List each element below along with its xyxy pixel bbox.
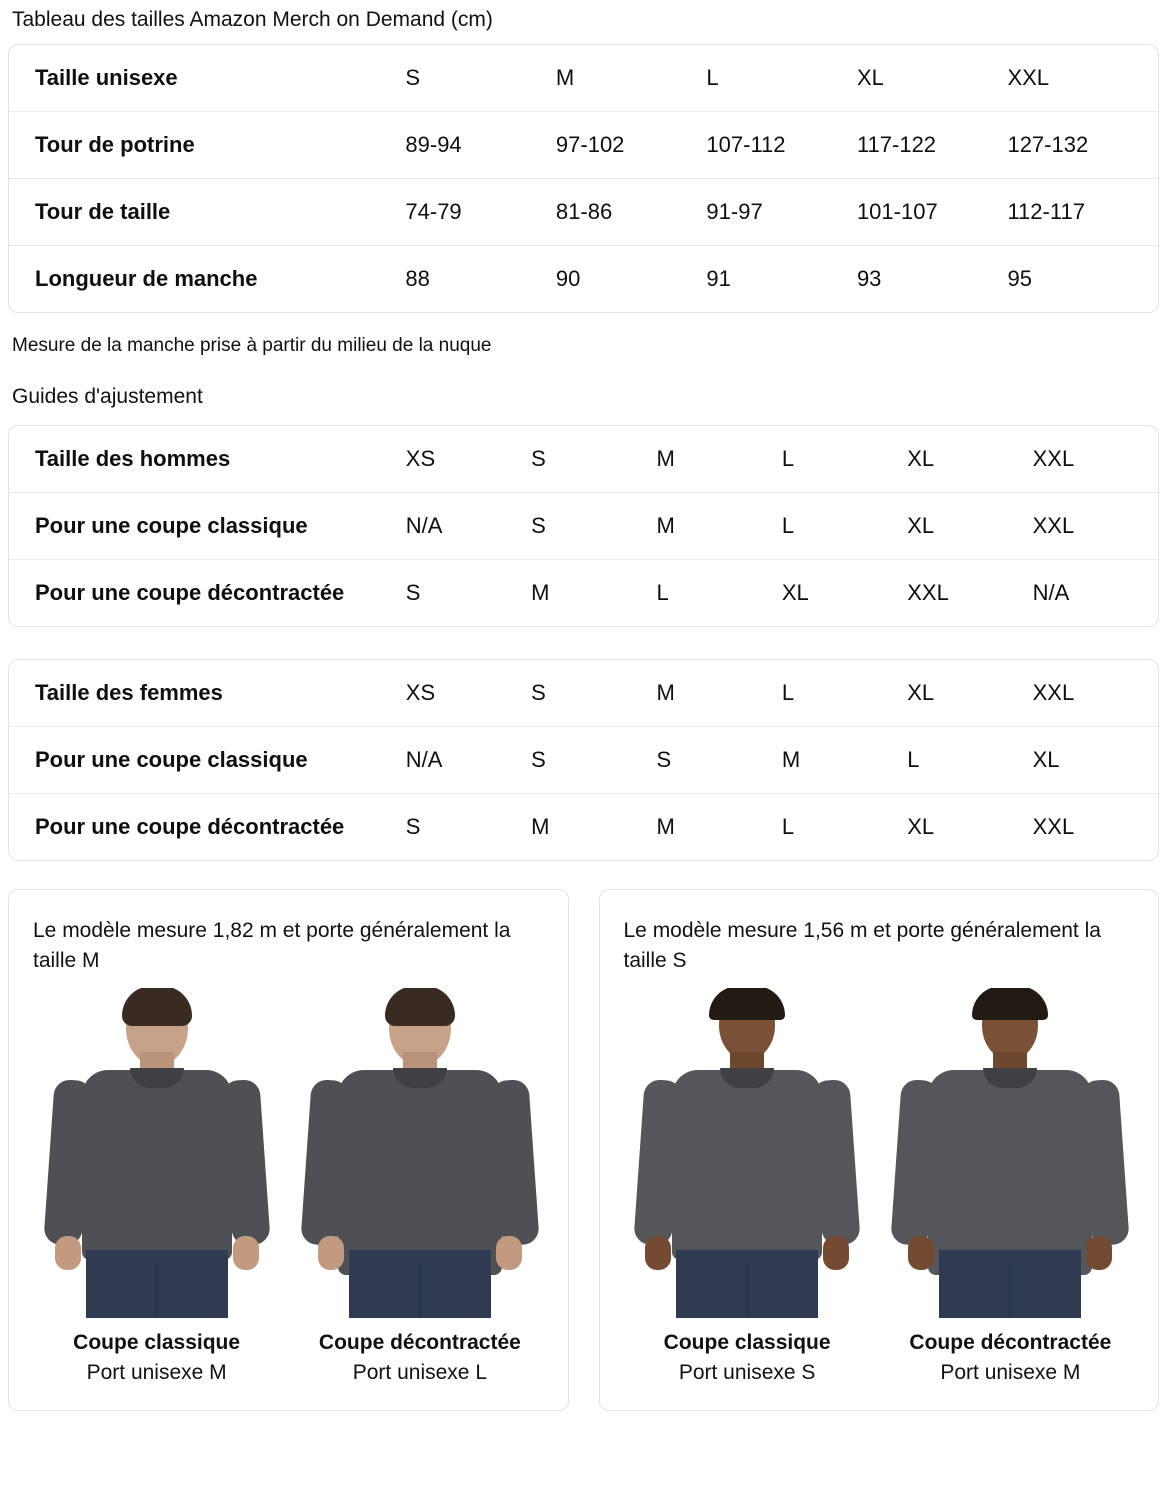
unisex-size-table-wrapper [8,44,1159,319]
cell: 93 [856,266,882,291]
cell: L [781,814,795,839]
cell: XL [907,660,1032,727]
cell: XL [907,814,935,839]
sleeve-measurement-note: Mesure de la manche prise à partir du milieu de la nuque [12,335,492,356]
table-row [9,493,1158,560]
table-row [9,560,1158,626]
row-label: Taille unisexe [9,45,405,112]
men-fit-table-wrapper [8,425,1159,633]
cell: M [657,660,782,727]
figure-fit-label: Coupe classique [663,1331,831,1354]
women-fit-table [8,659,1159,861]
cell: S [657,727,782,794]
cell: XL [1033,727,1158,794]
cell: L [782,426,907,493]
model-card-caption: Le modèle mesure 1,82 m et porte généralement la taille M [33,919,511,972]
cell: XXL [1033,660,1158,727]
row-label: Tour de taille [9,179,405,246]
cell: XXL [1032,814,1075,839]
cell: M [531,814,550,839]
cell: S [531,727,656,794]
table-spacer [8,633,1159,659]
figure-classic-fit-men [33,988,280,1388]
cell: M [657,493,782,560]
unisex-size-table [8,44,1159,313]
cell: 90 [555,266,581,291]
model-figures [624,988,1135,1388]
cell: M [556,45,707,112]
page-title: Tableau des tailles Amazon Merch on Demand (cm) [12,8,493,31]
cell: 127-132 [1007,112,1158,179]
men-fit-table [8,425,1159,627]
model-card-men [8,889,569,1411]
cell: 112-117 [1007,179,1158,246]
female-model-relaxed-fit-image [887,988,1134,1318]
table-row [9,179,1158,246]
cell: XL [907,493,1032,560]
cell: S [405,814,421,839]
table-row [9,112,1158,179]
figure-wearing-label: Port unisexe L [352,1361,487,1384]
cell: XXL [1033,426,1158,493]
figure-wearing-label: Port unisexe M [940,1361,1081,1384]
table-row [9,426,1158,493]
table-row [9,246,1158,312]
cell: N/A [406,493,531,560]
cell: XS [406,426,531,493]
cell: 95 [1007,266,1032,291]
cell: L [706,45,857,112]
row-label: Pour une coupe classique [9,727,406,794]
table-row [9,794,1158,860]
cell: S [531,493,656,560]
male-model-relaxed-fit-image [296,988,543,1318]
cell: L [782,660,907,727]
cell: L [782,493,907,560]
figure-relaxed-fit-men [296,988,543,1388]
female-model-classic-fit-image [624,988,871,1318]
cell: 74-79 [405,179,556,246]
table-row [9,660,1158,727]
cell: N/A [1032,580,1070,605]
cell: XL [907,426,1032,493]
model-cards-row [8,867,1159,1411]
row-label: Taille des hommes [9,426,406,493]
cell: M [657,426,782,493]
table-row [9,727,1158,794]
figure-fit-label: Coupe décontractée [318,1331,521,1354]
cell: XXL [907,580,949,605]
cell: S [531,426,656,493]
model-card-caption: Le modèle mesure 1,56 m et porte généralement la taille S [623,919,1101,972]
cell: XL [781,580,809,605]
cell: 97-102 [556,112,707,179]
model-card-women [599,889,1160,1411]
cell: 89-94 [405,112,556,179]
figure-fit-label: Coupe décontractée [909,1331,1112,1354]
row-label: Pour une coupe décontractée [35,580,345,605]
cell: XXL [1033,493,1158,560]
cell: 107-112 [706,112,857,179]
cell: 88 [405,266,430,291]
cell: XL [857,45,1008,112]
row-label: Pour une coupe décontractée [35,814,345,839]
cell: 91 [706,266,731,291]
row-label: Taille des femmes [9,660,406,727]
table-row [9,45,1158,112]
cell: M [782,727,907,794]
cell: 91-97 [706,179,857,246]
cell: 81-86 [556,179,707,246]
cell: M [656,814,675,839]
cell: 101-107 [857,179,1008,246]
figure-wearing-label: Port unisexe S [678,1361,816,1384]
row-label: Longueur de manche [35,266,258,291]
cell: M [531,580,550,605]
figure-relaxed-fit-women [887,988,1134,1388]
cell: XS [406,660,531,727]
model-figures [33,988,544,1388]
cell: L [907,727,1032,794]
row-label: Tour de potrine [9,112,405,179]
cell: XXL [1007,45,1158,112]
cell: L [656,580,669,605]
cell: S [405,580,421,605]
figure-classic-fit-women [624,988,871,1388]
figure-wearing-label: Port unisexe M [86,1361,227,1384]
figure-fit-label: Coupe classique [73,1331,241,1354]
cell: 117-122 [857,112,1008,179]
cell: S [405,45,556,112]
fit-guides-title: Guides d'ajustement [12,385,203,408]
women-fit-table-wrapper [8,659,1159,867]
male-model-classic-fit-image [33,988,280,1318]
cell: S [531,660,656,727]
row-label: Pour une coupe classique [9,493,406,560]
cell: N/A [406,727,531,794]
